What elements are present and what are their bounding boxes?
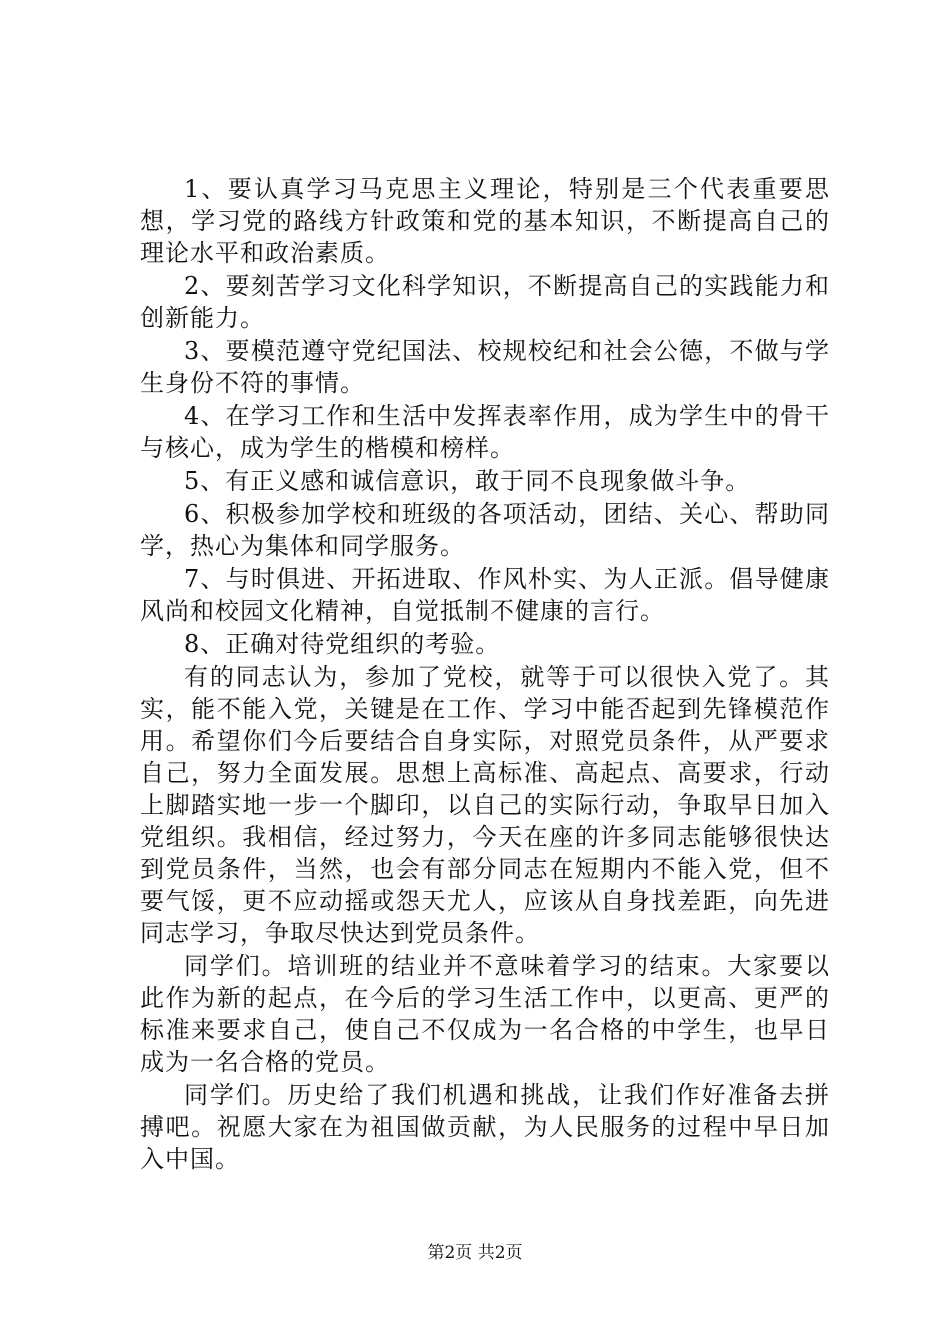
paragraph-2: 2、要刻苦学习文化科学知识，不断提高自己的实践能力和创新能力。 [140, 272, 830, 332]
paragraph-10: 同学们。培训班的结业并不意味着学习的结束。大家要以此作为新的起点，在今后的学习生活工作中，以更高、更严的标准来要求自己，使自己不仅成为一名合格的中学生，也早日成为一名合格的党员。 [140, 952, 830, 1076]
paragraph-7: 7、与时俱进、开拓进取、作风朴实、为人正派。倡导健康风尚和校园文化精神，自觉抵制不健康的言行。 [140, 565, 830, 625]
paragraph-3: 3、要模范遵守党纪国法、校规校纪和社会公德，不做与学生身份不符的事情。 [140, 337, 830, 397]
paragraph-11: 同学们。历史给了我们机遇和挑战，让我们作好准备去拼搏吧。祝愿大家在为祖国做贡献，为人民服务的过程中早日加入中国。 [140, 1081, 830, 1173]
paragraph-5: 5、有正义感和诚信意识，敢于同不良现象做斗争。 [184, 467, 751, 495]
paragraph-8: 8、正确对待党组织的考验。 [184, 630, 501, 658]
paragraph-9: 有的同志认为，参加了党校，就等于可以很快入党了。其实，能不能入党，关键是在工作、学习中能否起到先锋模范作用。希望你们今后要结合自身实际，对照党员条件，从严要求自己，努力全面发展。思想上高标准、高起点、高要求，行动上脚踏实地一步一个脚印，以自己的实际行动，争取早日加入党组织。我相信，经过努力，今天在座的许多同志能够很快达到党员条件，当然，也会有部分同志在短期内不能入党，但不要气馁，更不应动摇或怨天尤人，应该从自身找差距，向先进同志学习，争取尽快达到党员条件。 [140, 663, 830, 947]
paragraph-4: 4、在学习工作和生活中发挥表率作用，成为学生中的骨干与核心，成为学生的楷模和榜样。 [140, 402, 830, 462]
document-body [140, 173, 830, 1176]
page-number-footer: 第2页 共2页 [427, 1243, 523, 1263]
paragraph-6: 6、积极参加学校和班级的各项活动，团结、关心、帮助同学，热心为集体和同学服务。 [140, 500, 830, 560]
paragraph-1: 1、要认真学习马克思主义理论，特别是三个代表重要思想，学习党的路线方针政策和党的基本知识，不断提高自己的理论水平和政治素质。 [140, 175, 830, 267]
